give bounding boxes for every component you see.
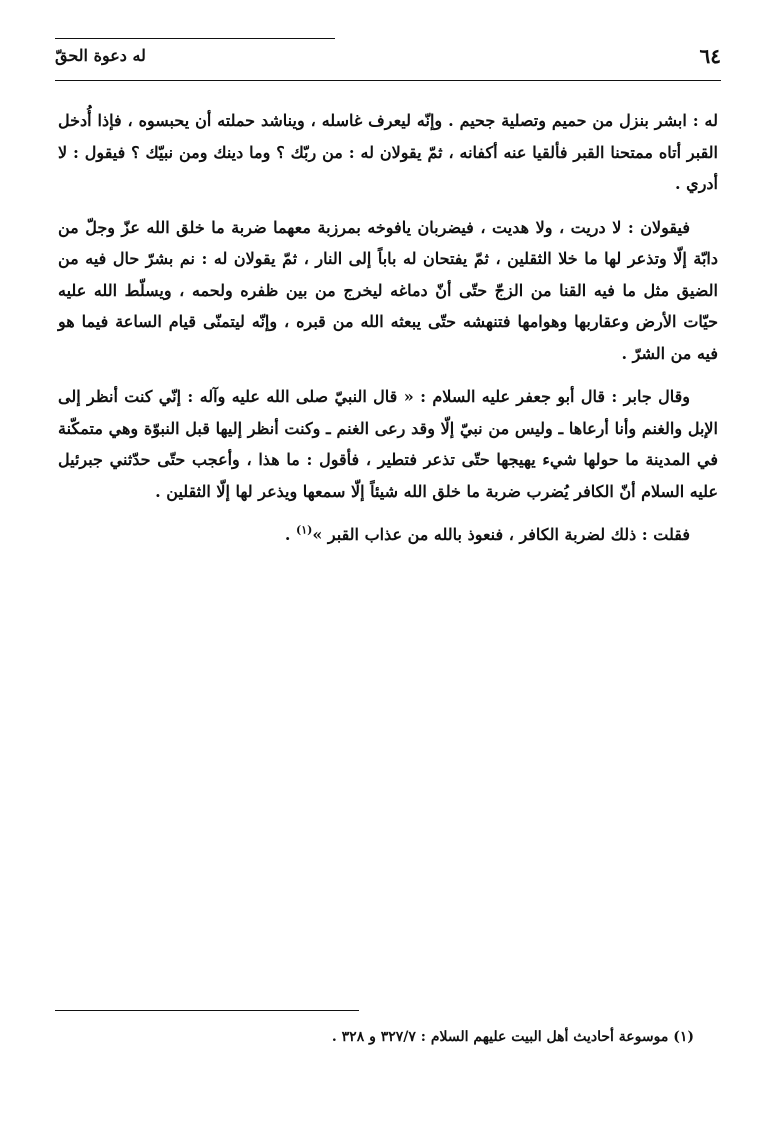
paragraph-2: فيقولان : لا دريت ، ولا هديت ، فيضربان يافوخه بمرزبة معهما ضربة ما خلق الله عزّ وجلّ من دابّة إلّا وتذعر لها ما خلا الثقلين ، ثمّ يفتحان له باباً إلى النار ، ثمّ يقولان له : نم بشرّ حال فيه من الضيق مثل ما فيه القنا من الزجّ حتّى أنّ دماغه ليخرج من بين ظفره ولحمه ، ويسلّط الله عليه حيّات الأرض وعقاربها وهوامها فتنهشه حتّى يبعثه الله من قبره ، وإنّه ليتمنّى قيام الساعة فيما هو فيه من الشرّ . <box>58 217 718 363</box>
footnote-number: (١) <box>673 1029 694 1045</box>
paragraph-1: له : ابشر بنزل من حميم وتصلية جحيم . وإنّه ليعرف غاسله ، ويناشد حملته أن يحبسوه ، فإذا أُدخل القبر أتاه ممتحنا القبر فألقيا عنه أكفانه ، ثمّ يقولان له : من ربّك ؟ وما دينك ومن نبيّك ؟ فيقول : لا أدري . <box>58 111 719 193</box>
paragraph-4: فقلت : ذلك لضربة الكافر ، فنعوذ بالله من عذاب القبر »$^{(١)}$ . <box>284 523 690 544</box>
header-top-rule <box>55 38 335 39</box>
header-bottom-rule <box>55 80 721 81</box>
paragraph-3: وقال جابر : قال أبو جعفر عليه السلام : « قال النبيّ صلى الله عليه وآله : إنّي كنت أنظر إلى الإبل والغنم وأنا أرعاها ـ وليس من نبيّ إلّا وقد رعى الغنم ـ وكنت أنظر إليها قبل النبوّة وهي متمكّنة في المدينة ما حولها شيء يهيجها حتّى تذعر فتطير ، فأقول : ما هذا ، وأعجب حتّى حدّثني جبرئيل عليه السلام أنّ الكافر يُضرب ضربة ما خلق الله شيئاً إلّا سمعها ويذعر لها إلّا الثقلين . <box>58 387 719 501</box>
page-header <box>55 30 721 90</box>
footnote-text: موسوعة أحاديث أهل البيت عليهم السلام : ٣٢٧/٧ و ٣٢٨ . <box>331 1029 669 1045</box>
body-text <box>58 105 718 563</box>
paragraph-4-text: فقلت : ذلك لضربة الكافر ، فنعوذ بالله من عذاب القبر » <box>312 525 690 544</box>
footnote-reference: (١) <box>296 523 313 537</box>
running-title: له دعوة الحقّ <box>55 46 146 65</box>
footnote-separator <box>55 1010 359 1011</box>
page-number: ٦٤ <box>699 44 721 68</box>
footnote <box>58 1025 694 1049</box>
